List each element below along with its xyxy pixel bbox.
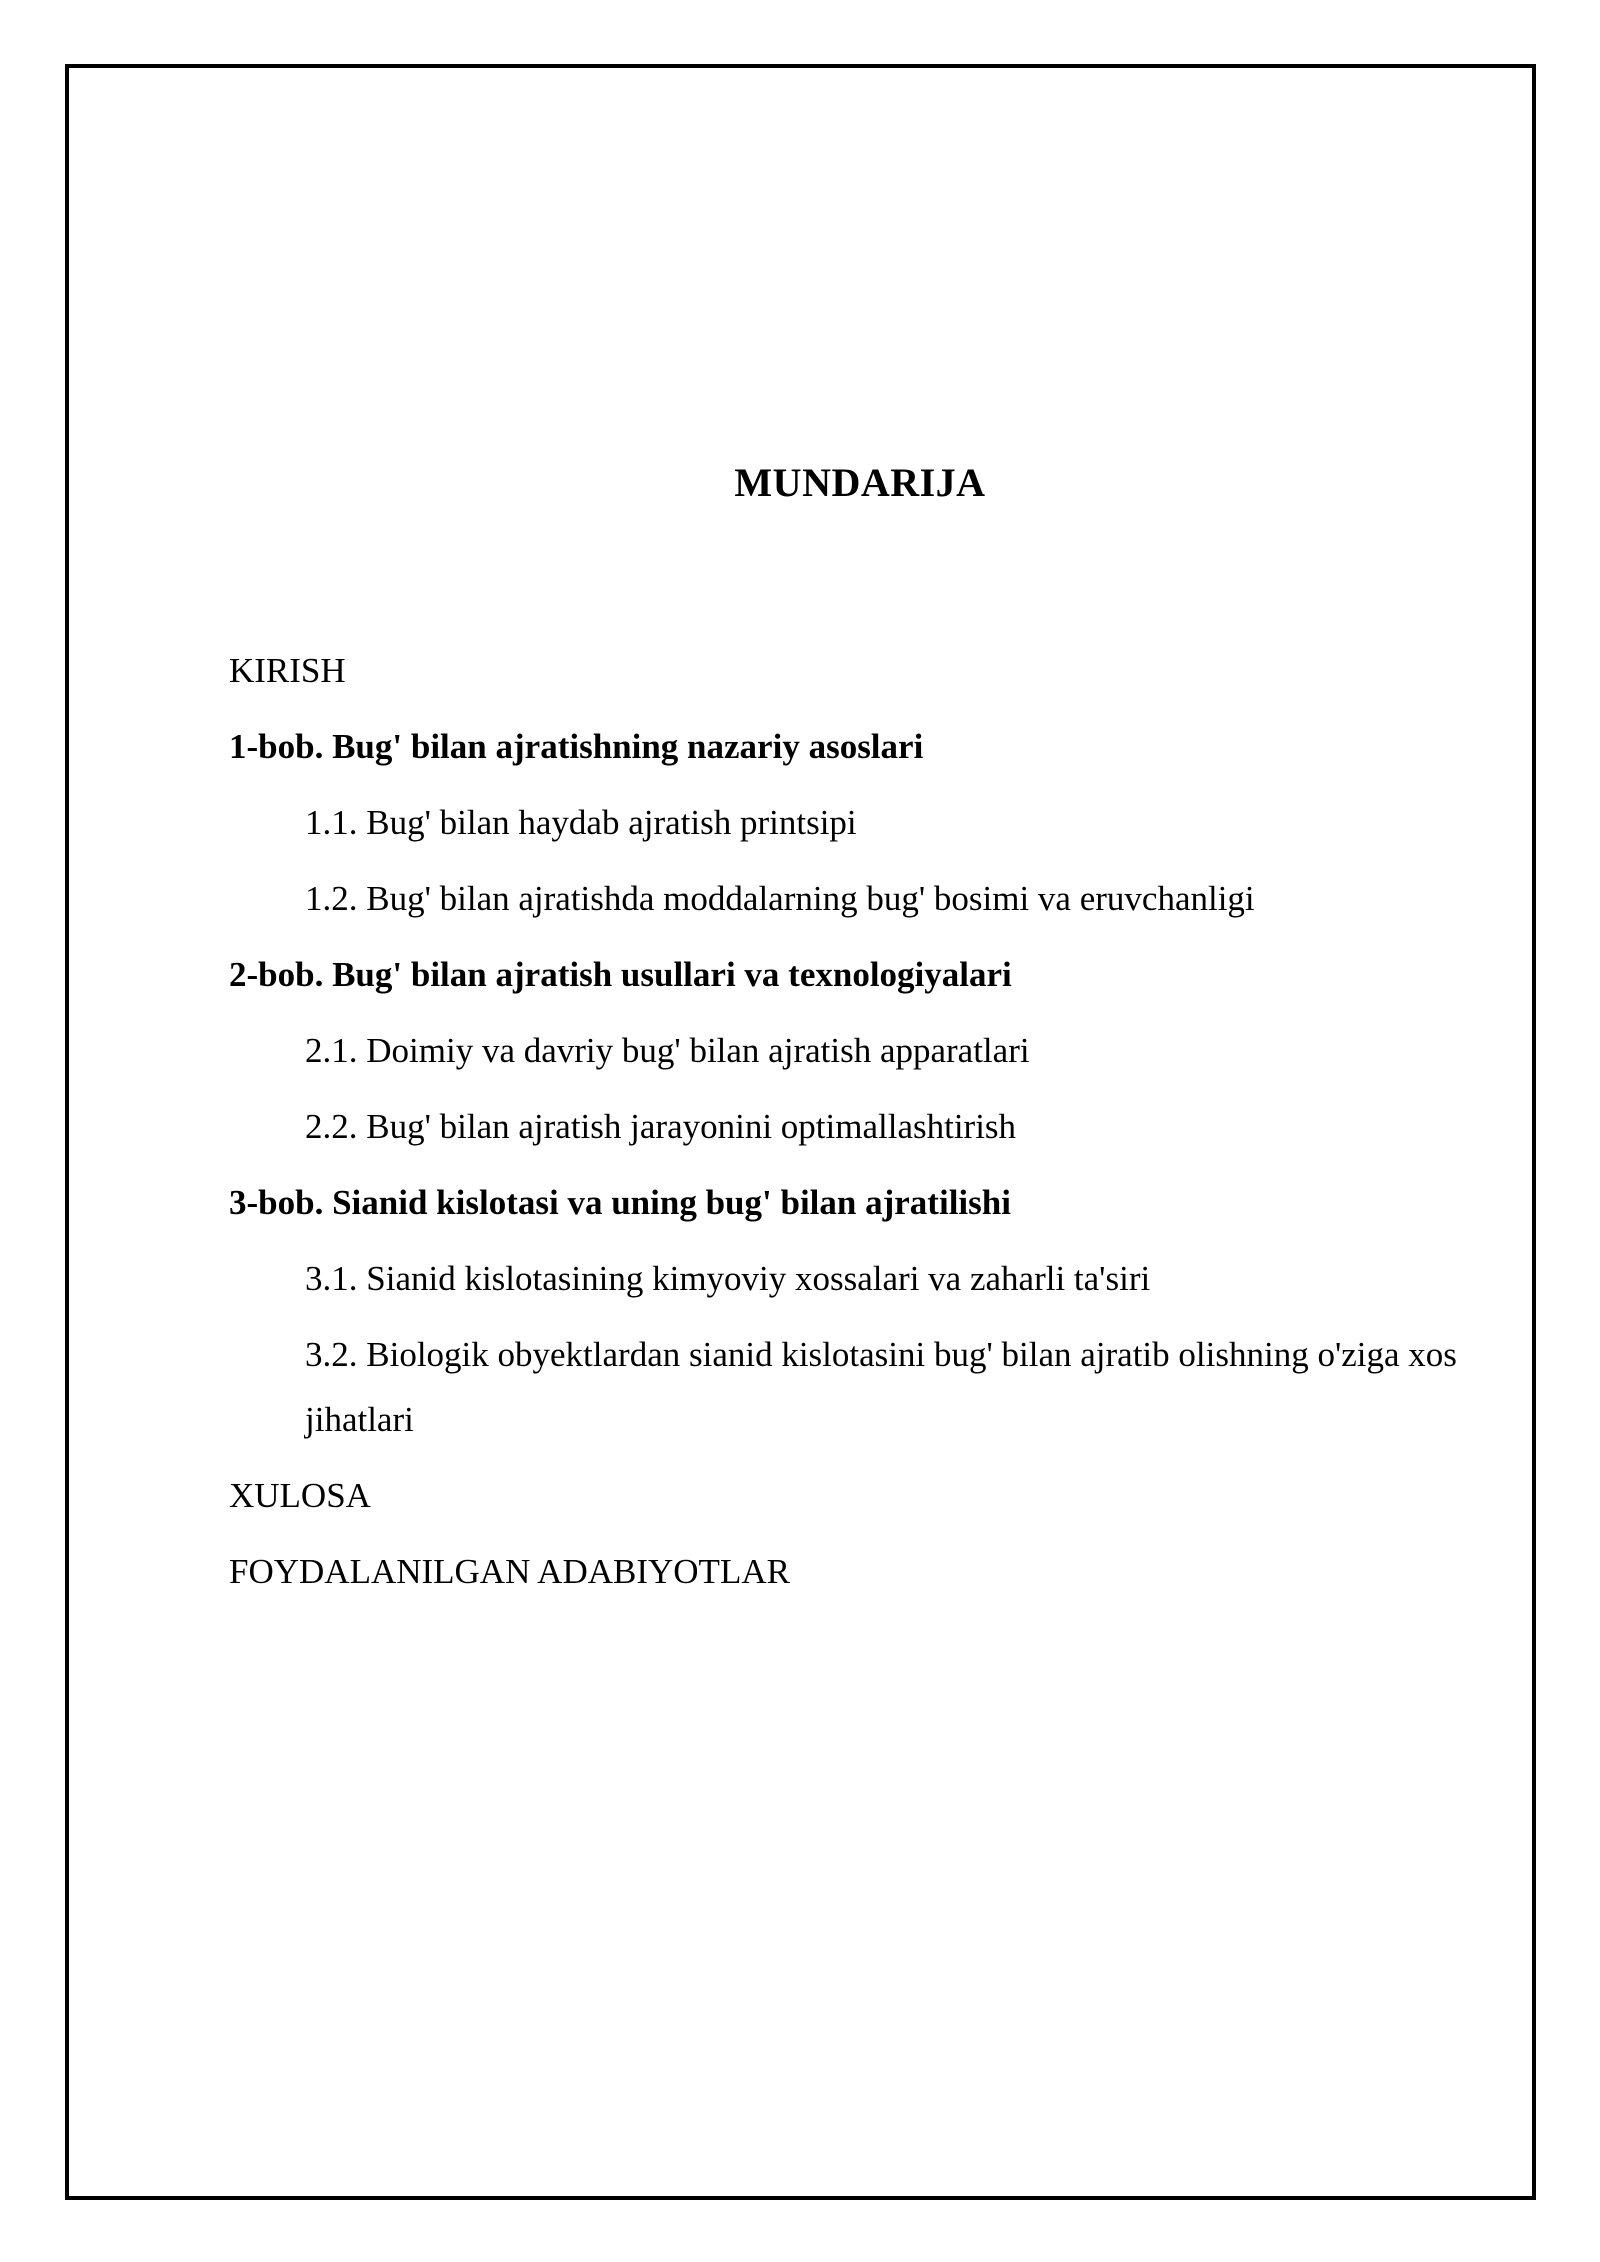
toc-chapter-1: 1-bob. Bug' bilan ajratishning nazariy asoslari	[229, 727, 924, 766]
toc-title: MUNDARIJA	[734, 460, 986, 505]
toc-chapter-3: 3-bob. Sianid kislotasi va uning bug' bilan ajratilishi	[229, 1183, 1011, 1222]
toc-section-2-2: 2.2. Bug' bilan ajratish jarayonini optimallashtirish	[305, 1107, 1017, 1146]
toc-section-1-1: 1.1. Bug' bilan haydab ajratish printsipi	[305, 803, 857, 842]
toc-section-1-2: 1.2. Bug' bilan ajratishda moddalarning bug' bosimi va eruvchanligi	[305, 879, 1255, 918]
toc-chapter-2: 2-bob. Bug' bilan ajratish usullari va texnologiyalari	[229, 955, 1012, 994]
toc-section-3-2: 3.2. Biologik obyektlardan sianid kislotasini bug' bilan ajratib olishning o'ziga xos jihatlari	[305, 1335, 1457, 1439]
toc-section-2-1: 2.1. Doimiy va davriy bug' bilan ajratish apparatlari	[305, 1031, 1030, 1070]
toc-item-conclusion: XULOSA	[229, 1476, 371, 1515]
toc-item-introduction: KIRISH	[229, 651, 346, 690]
toc-section-3-1: 3.1. Sianid kislotasining kimyoviy xossalari va zaharli ta'siri	[305, 1259, 1151, 1298]
table-of-contents	[229, 638, 1499, 1615]
toc-item-references: FOYDALANILGAN ADABIYOTLAR	[229, 1552, 790, 1591]
